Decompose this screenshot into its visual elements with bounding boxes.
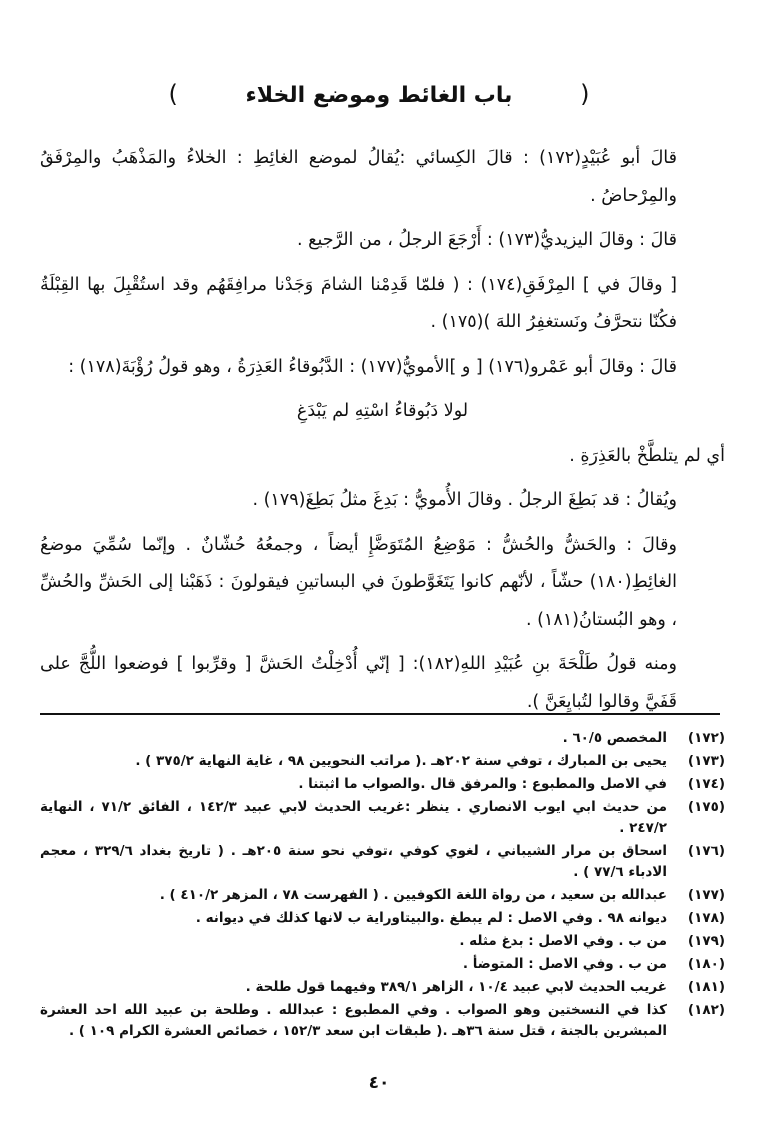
chapter-title: باب الغائط وموضع الخلاء (245, 83, 513, 108)
footnote (40, 774, 725, 795)
paragraph: قالَ : وقالَ اليزيديُّ(١٧٣) : أَرْجَعَ الرجلُ ، من الرَّجيع . (297, 230, 677, 250)
footnote-text: كذا في النسختين وهو الصواب . وفي المطبوع : عبدالله . وطلحة بن عبيد الله احد العشرة المبشرين بالجنة ، قتل سنة ٣٦هـ .( طبقات ابن سعد ١٥٢/٣ ، خصائص العشرة الكرام ١٠٩ ) . (40, 1002, 667, 1039)
footnote-number: (١٨١) (687, 979, 725, 995)
footnote-divider (40, 713, 720, 715)
footnote-number: (١٧٨) (687, 910, 725, 926)
footnote-number: (١٧٤) (687, 776, 725, 792)
footnote-text: في الاصل والمطبوع : والمرفق قال .والصواب ما اثبتنا . (298, 776, 667, 792)
paragraph: أي لم يتلطَّخْ بالعَذِرَةِ . (569, 445, 725, 466)
footnote-text: من ب . وفي الاصل : المتوضأ . (462, 956, 667, 972)
main-text (40, 140, 725, 728)
footnote-text: من حديث ابي ايوب الانصاري . ينظر :غريب الحديث لابي عبيد ١٤٢/٣ ، الفائق ٧١/٢ ، النهاية ٢٤٧/٢ . (40, 799, 668, 836)
footnote-number: (١٧٣) (687, 753, 725, 769)
footnote (40, 885, 725, 906)
paragraph: قالَ : وقالَ أبو عَمْرو(١٧٦) [ و ]الأمويُّ(١٧٧) : الدَّبُوقاءُ العَذِرَةُ ، وهو قولُ رُؤْبَةَ(١٧٨) : (68, 356, 677, 377)
paragraph: ويُقالُ : قد بَطِغَ الرجلُ . وقالَ الأُمويُّ : بَدِغَ مثلُ بَطِغَ(١٧٩) . (252, 490, 677, 510)
footnote (40, 728, 725, 749)
footnote-number: (١٧٢) (687, 730, 725, 746)
paragraph: ومنه قولُ طَلْحَةَ بنِ عُبَيْدِ اللهِ(١٨٢): [ إنّي أُدْخِلْتُ الحَشَّ [ وقرِّبوا ] فوضعوا اللُّجَّ على قَفَيَّ وقالوا لتُبايِعَنَّ ). (40, 654, 678, 712)
heading-open-paren: ( (580, 80, 590, 108)
footnote-text: من ب . وفي الاصل : بدغ مثله . (459, 933, 667, 949)
footnote (40, 931, 725, 952)
footnote (40, 977, 725, 998)
footnote (40, 954, 725, 975)
chapter-heading (0, 80, 758, 108)
footnote-number: (١٧٦) (687, 843, 725, 859)
footnote-text: غريب الحديث لابي عبيد ١٠/٤ ، الزاهر ٣٨٩/١ وفيهما قول طلحة . (245, 979, 667, 995)
footnotes (40, 728, 725, 1044)
footnote-number: (١٧٥) (687, 799, 725, 815)
paragraph: [ وقالَ في ] المِرْفَقِ(١٧٤) : ( فلمّا قَدِمْنا الشامَ وَجَدْنا مرافِقَهُم وقد استُقْبِلَ بها القِبْلَةُ فكُنّا نتحرَّفُ ونَستغفِرُ اللهَ )(١٧٥) . (40, 274, 677, 332)
footnote-text: اسحاق بن مرار الشيباني ، لغوي كوفي ،توفي نحو سنة ٢٠٥هـ . ( تاريخ بغداد ٣٢٩/٦ ، معجم الادباء ٧٧/٦ ) . (40, 843, 667, 880)
footnote-number: (١٧٧) (687, 887, 725, 903)
page-number: ٤٠ (368, 1073, 390, 1093)
footnote-text: ديوانه ٩٨ . وفي الاصل : لم يبطغ .والبيتاوراية ب لانها كذلك في ديوانه . (195, 910, 667, 926)
footnote-number: (١٧٩) (687, 933, 725, 949)
footnote (40, 841, 725, 883)
footnote-number: (١٨٢) (687, 1002, 725, 1018)
paragraph: قالَ أبو عُبَيْدٍ(١٧٢) : قالَ الكِسائي :يُقالُ لموضع الغائِطِ : الخلاءُ والمَذْهَبُ والمِرْفَقُ والمِرْحاضُ . (40, 148, 677, 206)
heading-close-paren: ) (168, 80, 178, 108)
footnote (40, 751, 725, 772)
verse-line: لولا دَبُوقاءُ اسْتِهِ لم يَبْدَغِ (296, 401, 469, 421)
footnote-text: المخصص ٦٠/٥ . (562, 730, 667, 746)
footnote (40, 908, 725, 929)
paragraph: وقالَ : والحَشُّ والحُشُّ : مَوْضِعُ المُتَوَضَّإِ أيضاً ، وجمعُهُ حُشّانٌ . وإنّما سُمِّيَ موضعُ الغائِطِ(١٨٠) حشّاً ، لأنّهم كانوا يَتَغَوَّطونَ في البساتينِ فيقولونَ : ذَهَبْنا إلى الحَشِّ والحُشِّ ، وهو البُستانُ(١٨١) . (40, 534, 677, 630)
footnote-text: عبدالله بن سعيد ، من رواة اللغة الكوفيين . ( الفهرست ٧٨ ، المزهر ٤١٠/٢ ) . (159, 887, 667, 903)
footnote-text: يحيى بن المبارك ، توفي سنة ٢٠٢هـ .( مراتب النحويين ٩٨ ، غاية النهاية ٣٧٥/٢ ) . (135, 753, 667, 769)
footnote (40, 797, 725, 839)
footnote (40, 1000, 725, 1042)
footnote-number: (١٨٠) (687, 956, 725, 972)
